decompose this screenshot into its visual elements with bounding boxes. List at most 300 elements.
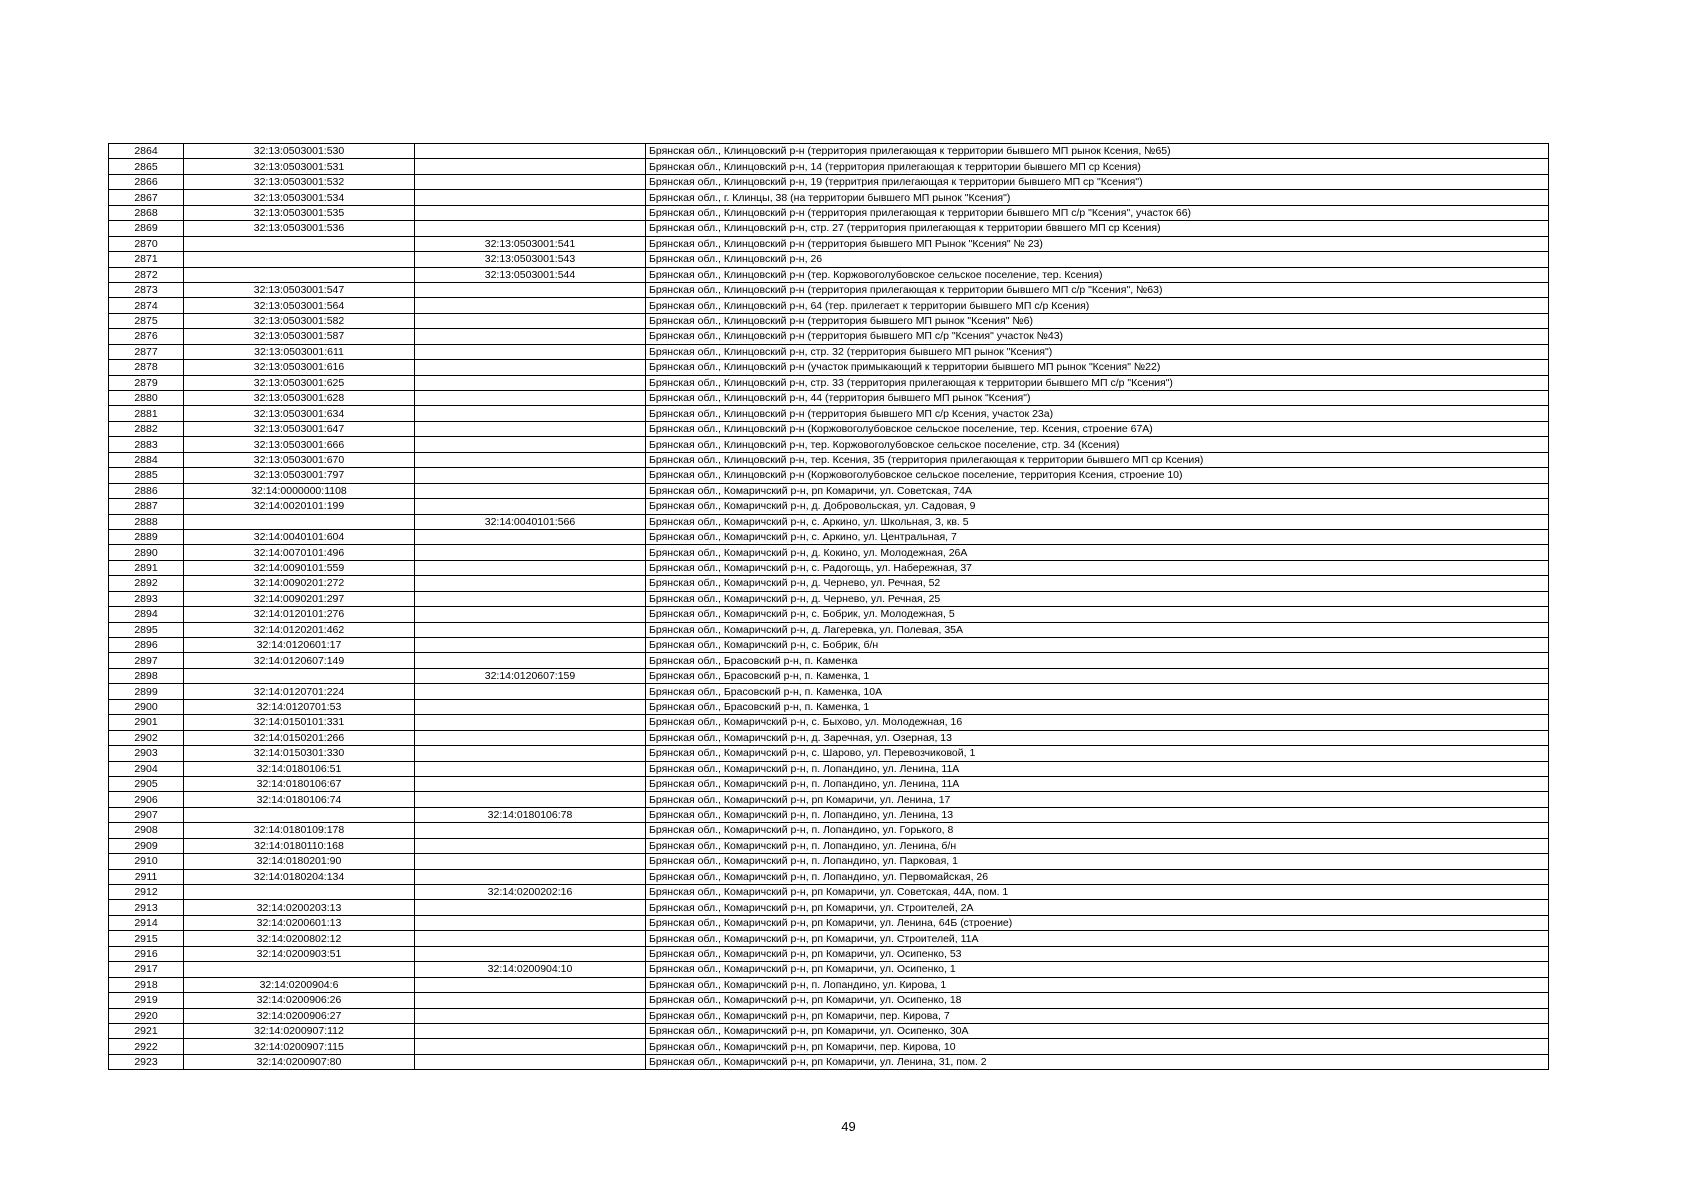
previous-cadastral-number-cell: [415, 931, 646, 946]
table-row: [109, 730, 1549, 745]
cadastral-number-cell: 32:14:0200907:80: [184, 1054, 415, 1069]
row-number-cell: 2901: [109, 715, 184, 730]
cadastral-number-cell: [184, 668, 415, 683]
address-cell: Брянская обл., Комаричский р-н, рп Комаричи, ул. Осипенко, 1: [646, 962, 1549, 977]
cadastral-number-cell: [184, 885, 415, 900]
row-number-cell: 2894: [109, 607, 184, 622]
address-cell: Брянская обл., Комаричский р-н, п. Лопандино, ул. Горького, 8: [646, 823, 1549, 838]
cadastral-number-cell: 32:13:0503001:666: [184, 437, 415, 452]
table-row: [109, 529, 1549, 544]
row-number-cell: 2909: [109, 838, 184, 853]
row-number-cell: 2889: [109, 529, 184, 544]
table-row: [109, 885, 1549, 900]
row-number-cell: 2874: [109, 298, 184, 313]
cadastral-number-cell: 32:13:0503001:532: [184, 174, 415, 189]
row-number-cell: 2875: [109, 313, 184, 328]
cadastral-number-cell: [184, 514, 415, 529]
table-row: [109, 375, 1549, 390]
row-number-cell: 2864: [109, 144, 184, 159]
address-cell: Брянская обл., Клинцовский р-н (Коржовоголубовское сельское поселение, тер. Ксения, строение 67А): [646, 421, 1549, 436]
address-cell: Брянская обл., Комаричский р-н, д. Чернево, ул. Речная, 52: [646, 576, 1549, 591]
row-number-cell: 2923: [109, 1054, 184, 1069]
cadastral-number-cell: 32:14:0200904:6: [184, 977, 415, 992]
row-number-cell: 2911: [109, 869, 184, 884]
address-cell: Брянская обл., Комаричский р-н, с. Радогощь, ул. Набережная, 37: [646, 560, 1549, 575]
previous-cadastral-number-cell: [415, 1054, 646, 1069]
cadastral-number-cell: 32:13:0503001:625: [184, 375, 415, 390]
previous-cadastral-number-cell: 32:14:0200202:16: [415, 885, 646, 900]
registry-table: [108, 143, 1549, 1070]
table-row: [109, 746, 1549, 761]
cadastral-number-cell: 32:14:0150301:330: [184, 746, 415, 761]
address-cell: Брянская обл., Клинцовский р-н, 64 (тер. прилегает к территории бывшего МП с/р Ксения): [646, 298, 1549, 313]
table-row: [109, 699, 1549, 714]
address-cell: Брянская обл., Комаричский р-н, п. Лопандино, ул. Ленина, 13: [646, 807, 1549, 822]
row-number-cell: 2910: [109, 854, 184, 869]
address-cell: Брянская обл., Клинцовский р-н (территория прилегающая к территории бывшего МП с/р "Ксения", №63): [646, 282, 1549, 297]
cadastral-number-cell: 32:14:0180106:67: [184, 776, 415, 791]
cadastral-number-cell: 32:13:0503001:616: [184, 360, 415, 375]
previous-cadastral-number-cell: [415, 946, 646, 961]
address-cell: Брянская обл., Клинцовский р-н (территория бывшего МП Рынок "Ксения" № 23): [646, 236, 1549, 251]
table-row: [109, 931, 1549, 946]
row-number-cell: 2912: [109, 885, 184, 900]
previous-cadastral-number-cell: [415, 282, 646, 297]
table-row: [109, 993, 1549, 1008]
cadastral-number-cell: 32:14:0180204:134: [184, 869, 415, 884]
address-cell: Брянская обл., Брасовский р-н, п. Каменка, 1: [646, 668, 1549, 683]
table-row: [109, 313, 1549, 328]
cadastral-number-cell: 32:13:0503001:634: [184, 406, 415, 421]
row-number-cell: 2881: [109, 406, 184, 421]
registry-table-body: [109, 144, 1549, 1070]
row-number-cell: 2917: [109, 962, 184, 977]
previous-cadastral-number-cell: [415, 1039, 646, 1054]
row-number-cell: 2922: [109, 1039, 184, 1054]
previous-cadastral-number-cell: [415, 730, 646, 745]
row-number-cell: 2914: [109, 915, 184, 930]
address-cell: Брянская обл., Клинцовский р-н (участок примыкающий к территории бывшего МП рынок "Ксения" №22): [646, 360, 1549, 375]
previous-cadastral-number-cell: [415, 560, 646, 575]
table-row: [109, 823, 1549, 838]
previous-cadastral-number-cell: [415, 545, 646, 560]
cadastral-number-cell: 32:13:0503001:534: [184, 190, 415, 205]
table-row: [109, 761, 1549, 776]
table-row: [109, 776, 1549, 791]
page-number: 49: [841, 1119, 856, 1134]
row-number-cell: 2883: [109, 437, 184, 452]
address-cell: Брянская обл., Комаричский р-н, рп Комаричи, ул. Ленина, 64Б (строение): [646, 915, 1549, 930]
previous-cadastral-number-cell: [415, 653, 646, 668]
address-cell: Брянская обл., Комаричский р-н, с. Аркино, ул. Школьная, 3, кв. 5: [646, 514, 1549, 529]
row-number-cell: 2872: [109, 267, 184, 282]
row-number-cell: 2887: [109, 499, 184, 514]
row-number-cell: 2888: [109, 514, 184, 529]
address-cell: Брянская обл., Комаричский р-н, рп Комаричи, пер. Кирова, 7: [646, 1008, 1549, 1023]
row-number-cell: 2890: [109, 545, 184, 560]
cadastral-number-cell: 32:14:0090201:272: [184, 576, 415, 591]
row-number-cell: 2898: [109, 668, 184, 683]
table-row: [109, 653, 1549, 668]
address-cell: Брянская обл., Комаричский р-н, д. Заречная, ул. Озерная, 13: [646, 730, 1549, 745]
table-row: [109, 329, 1549, 344]
previous-cadastral-number-cell: 32:13:0503001:541: [415, 236, 646, 251]
row-number-cell: 2876: [109, 329, 184, 344]
cadastral-number-cell: 32:14:0200802:12: [184, 931, 415, 946]
row-number-cell: 2919: [109, 993, 184, 1008]
previous-cadastral-number-cell: 32:14:0200904:10: [415, 962, 646, 977]
table-row: [109, 1054, 1549, 1069]
address-cell: Брянская обл., Комаричский р-н, п. Лопандино, ул. Ленина, 11А: [646, 776, 1549, 791]
cadastral-number-cell: 32:13:0503001:587: [184, 329, 415, 344]
row-number-cell: 2902: [109, 730, 184, 745]
cadastral-number-cell: 32:14:0200601:13: [184, 915, 415, 930]
table-row: [109, 576, 1549, 591]
row-number-cell: 2915: [109, 931, 184, 946]
cadastral-number-cell: 32:13:0503001:611: [184, 344, 415, 359]
cadastral-number-cell: [184, 962, 415, 977]
previous-cadastral-number-cell: 32:13:0503001:544: [415, 267, 646, 282]
cadastral-number-cell: 32:14:0090101:559: [184, 560, 415, 575]
cadastral-number-cell: 32:14:0150101:331: [184, 715, 415, 730]
previous-cadastral-number-cell: [415, 421, 646, 436]
address-cell: Брянская обл., Комаричский р-н, п. Лопандино, ул. Кирова, 1: [646, 977, 1549, 992]
address-cell: Брянская обл., Комаричский р-н, рп Комаричи, ул. Строителей, 11А: [646, 931, 1549, 946]
row-number-cell: 2873: [109, 282, 184, 297]
previous-cadastral-number-cell: [415, 684, 646, 699]
address-cell: Брянская обл., Комаричский р-н, с. Бобрик, б/н: [646, 638, 1549, 653]
previous-cadastral-number-cell: [415, 360, 646, 375]
previous-cadastral-number-cell: [415, 452, 646, 467]
address-cell: Брянская обл., Комаричский р-н, рп Комаричи, ул. Ленина, 31, пом. 2: [646, 1054, 1549, 1069]
previous-cadastral-number-cell: [415, 499, 646, 514]
cadastral-number-cell: 32:14:0120701:53: [184, 699, 415, 714]
cadastral-number-cell: 32:13:0503001:670: [184, 452, 415, 467]
previous-cadastral-number-cell: [415, 406, 646, 421]
cadastral-number-cell: 32:14:0180106:74: [184, 792, 415, 807]
table-row: [109, 854, 1549, 869]
row-number-cell: 2916: [109, 946, 184, 961]
address-cell: Брянская обл., Клинцовский р-н (территория бывшего МП с/р "Ксения" участок №43): [646, 329, 1549, 344]
previous-cadastral-number-cell: [415, 437, 646, 452]
row-number-cell: 2903: [109, 746, 184, 761]
previous-cadastral-number-cell: [415, 869, 646, 884]
table-row: [109, 684, 1549, 699]
address-cell: Брянская обл., Комаричский р-н, д. Кокино, ул. Молодежная, 26А: [646, 545, 1549, 560]
table-row: [109, 514, 1549, 529]
previous-cadastral-number-cell: [415, 313, 646, 328]
row-number-cell: 2866: [109, 174, 184, 189]
previous-cadastral-number-cell: [415, 344, 646, 359]
cadastral-number-cell: [184, 252, 415, 267]
previous-cadastral-number-cell: [415, 205, 646, 220]
table-row: [109, 252, 1549, 267]
table-row: [109, 144, 1549, 159]
table-row: [109, 668, 1549, 683]
row-number-cell: 2897: [109, 653, 184, 668]
table-row: [109, 406, 1549, 421]
cadastral-number-cell: 32:13:0503001:647: [184, 421, 415, 436]
cadastral-number-cell: 32:14:0180201:90: [184, 854, 415, 869]
row-number-cell: 2871: [109, 252, 184, 267]
address-cell: Брянская обл., Клинцовский р-н (Коржовоголубовское сельское поселение, территория Ксения, строение 10): [646, 468, 1549, 483]
previous-cadastral-number-cell: [415, 823, 646, 838]
row-number-cell: 2870: [109, 236, 184, 251]
row-number-cell: 2882: [109, 421, 184, 436]
address-cell: Брянская обл., Комаричский р-н, рп Комаричи, ул. Советская, 74А: [646, 483, 1549, 498]
cadastral-number-cell: 32:14:0120101:276: [184, 607, 415, 622]
cadastral-number-cell: 32:14:0180110:168: [184, 838, 415, 853]
previous-cadastral-number-cell: [415, 776, 646, 791]
previous-cadastral-number-cell: [415, 1023, 646, 1038]
previous-cadastral-number-cell: [415, 715, 646, 730]
previous-cadastral-number-cell: [415, 221, 646, 236]
address-cell: Брянская обл., г. Клинцы, 38 (на территории бывшего МП рынок "Ксения"): [646, 190, 1549, 205]
row-number-cell: 2869: [109, 221, 184, 236]
table-row: [109, 236, 1549, 251]
address-cell: Брянская обл., Комаричский р-н, д. Чернево, ул. Речная, 25: [646, 591, 1549, 606]
previous-cadastral-number-cell: [415, 1008, 646, 1023]
table-row: [109, 437, 1549, 452]
previous-cadastral-number-cell: [415, 298, 646, 313]
table-row: [109, 838, 1549, 853]
table-row: [109, 977, 1549, 992]
address-cell: Брянская обл., Брасовский р-н, п. Каменка, 10А: [646, 684, 1549, 699]
address-cell: Брянская обл., Клинцовский р-н, стр. 33 (территория прилегающая к территории бывшего МП с/р "Ксения"): [646, 375, 1549, 390]
previous-cadastral-number-cell: [415, 977, 646, 992]
cadastral-number-cell: 32:14:0200906:26: [184, 993, 415, 1008]
address-cell: Брянская обл., Клинцовский р-н (территория бывшего МП рынок "Ксения" №6): [646, 313, 1549, 328]
previous-cadastral-number-cell: [415, 900, 646, 915]
table-row: [109, 468, 1549, 483]
table-row: [109, 807, 1549, 822]
address-cell: Брянская обл., Комаричский р-н, рп Комаричи, пер. Кирова, 10: [646, 1039, 1549, 1054]
row-number-cell: 2893: [109, 591, 184, 606]
previous-cadastral-number-cell: [415, 576, 646, 591]
row-number-cell: 2918: [109, 977, 184, 992]
table-row: [109, 360, 1549, 375]
previous-cadastral-number-cell: [415, 838, 646, 853]
cadastral-number-cell: 32:14:0040101:604: [184, 529, 415, 544]
table-row: [109, 190, 1549, 205]
address-cell: Брянская обл., Комаричский р-н, рп Комаричи, ул. Строителей, 2А: [646, 900, 1549, 915]
previous-cadastral-number-cell: [415, 391, 646, 406]
address-cell: Брянская обл., Клинцовский р-н (территория бывшего МП с/р Ксения, участок 23а): [646, 406, 1549, 421]
cadastral-number-cell: [184, 267, 415, 282]
previous-cadastral-number-cell: [415, 993, 646, 1008]
table-row: [109, 1023, 1549, 1038]
previous-cadastral-number-cell: [415, 174, 646, 189]
previous-cadastral-number-cell: [415, 159, 646, 174]
row-number-cell: 2905: [109, 776, 184, 791]
row-number-cell: 2896: [109, 638, 184, 653]
table-row: [109, 1039, 1549, 1054]
row-number-cell: 2865: [109, 159, 184, 174]
address-cell: Брянская обл., Комаричский р-н, рп Комаричи, ул. Осипенко, 18: [646, 993, 1549, 1008]
address-cell: Брянская обл., Клинцовский р-н, 26: [646, 252, 1549, 267]
table-row: [109, 715, 1549, 730]
address-cell: Брянская обл., Клинцовский р-н, тер. Коржовоголубовское сельское поселение, стр. 34 (Ксения): [646, 437, 1549, 452]
row-number-cell: 2907: [109, 807, 184, 822]
row-number-cell: 2877: [109, 344, 184, 359]
previous-cadastral-number-cell: [415, 529, 646, 544]
address-cell: Брянская обл., Комаричский р-н, п. Лопандино, ул. Парковая, 1: [646, 854, 1549, 869]
table-row: [109, 298, 1549, 313]
previous-cadastral-number-cell: [415, 483, 646, 498]
row-number-cell: 2867: [109, 190, 184, 205]
previous-cadastral-number-cell: [415, 468, 646, 483]
table-row: [109, 344, 1549, 359]
address-cell: Брянская обл., Клинцовский р-н, тер. Ксения, 35 (территория прилегающая к территории бывшего МП ср Ксения): [646, 452, 1549, 467]
table-row: [109, 421, 1549, 436]
previous-cadastral-number-cell: [415, 854, 646, 869]
address-cell: Брянская обл., Клинцовский р-н, 44 (территория бывшего МП рынок "Ксения"): [646, 391, 1549, 406]
row-number-cell: 2880: [109, 391, 184, 406]
cadastral-number-cell: 32:13:0503001:530: [184, 144, 415, 159]
previous-cadastral-number-cell: [415, 190, 646, 205]
row-number-cell: 2921: [109, 1023, 184, 1038]
row-number-cell: 2879: [109, 375, 184, 390]
table-row: [109, 869, 1549, 884]
table-row: [109, 159, 1549, 174]
address-cell: Брянская обл., Комаричский р-н, рп Комаричи, ул. Советская, 44А, пом. 1: [646, 885, 1549, 900]
table-row: [109, 1008, 1549, 1023]
cadastral-number-cell: [184, 236, 415, 251]
cadastral-number-cell: 32:14:0120601:17: [184, 638, 415, 653]
row-number-cell: 2900: [109, 699, 184, 714]
previous-cadastral-number-cell: [415, 746, 646, 761]
previous-cadastral-number-cell: [415, 638, 646, 653]
address-cell: Брянская обл., Комаричский р-н, с. Бобрик, ул. Молодежная, 5: [646, 607, 1549, 622]
previous-cadastral-number-cell: [415, 915, 646, 930]
cadastral-number-cell: 32:13:0503001:628: [184, 391, 415, 406]
cadastral-number-cell: 32:14:0020101:199: [184, 499, 415, 514]
previous-cadastral-number-cell: [415, 607, 646, 622]
cadastral-number-cell: 32:14:0090201:297: [184, 591, 415, 606]
address-cell: Брянская обл., Комаричский р-н, с. Шарово, ул. Перевозчиковой, 1: [646, 746, 1549, 761]
table-row: [109, 499, 1549, 514]
cadastral-number-cell: [184, 807, 415, 822]
table-row: [109, 962, 1549, 977]
table-row: [109, 607, 1549, 622]
previous-cadastral-number-cell: [415, 144, 646, 159]
previous-cadastral-number-cell: [415, 792, 646, 807]
row-number-cell: 2895: [109, 622, 184, 637]
address-cell: Брянская обл., Комаричский р-н, п. Лопандино, ул. Первомайская, 26: [646, 869, 1549, 884]
cadastral-number-cell: 32:14:0000000:1108: [184, 483, 415, 498]
row-number-cell: 2885: [109, 468, 184, 483]
previous-cadastral-number-cell: 32:14:0180106:78: [415, 807, 646, 822]
table-row: [109, 545, 1549, 560]
table-row: [109, 792, 1549, 807]
table-row: [109, 174, 1549, 189]
cadastral-number-cell: 32:13:0503001:536: [184, 221, 415, 236]
row-number-cell: 2904: [109, 761, 184, 776]
cadastral-number-cell: 32:14:0180109:178: [184, 823, 415, 838]
cadastral-number-cell: 32:14:0200903:51: [184, 946, 415, 961]
address-cell: Брянская обл., Комаричский р-н, п. Лопандино, ул. Ленина, 11А: [646, 761, 1549, 776]
cadastral-number-cell: 32:14:0200907:115: [184, 1039, 415, 1054]
cadastral-number-cell: 32:14:0150201:266: [184, 730, 415, 745]
table-row: [109, 915, 1549, 930]
row-number-cell: 2886: [109, 483, 184, 498]
address-cell: Брянская обл., Комаричский р-н, д. Добровольская, ул. Садовая, 9: [646, 499, 1549, 514]
row-number-cell: 2878: [109, 360, 184, 375]
address-cell: Брянская обл., Клинцовский р-н, 14 (территория прилегающая к территории бывшего МП ср Ксения): [646, 159, 1549, 174]
address-cell: Брянская обл., Комаричский р-н, с. Быхово, ул. Молодежная, 16: [646, 715, 1549, 730]
table-row: [109, 205, 1549, 220]
row-number-cell: 2906: [109, 792, 184, 807]
table-row: [109, 391, 1549, 406]
previous-cadastral-number-cell: 32:14:0120607:159: [415, 668, 646, 683]
address-cell: Брянская обл., Клинцовский р-н (территория прилегающая к территории бывшего МП рынок Ксения, №65): [646, 144, 1549, 159]
address-cell: Брянская обл., Комаричский р-н, с. Аркино, ул. Центральная, 7: [646, 529, 1549, 544]
address-cell: Брянская обл., Комаричский р-н, рп Комаричи, ул. Осипенко, 53: [646, 946, 1549, 961]
previous-cadastral-number-cell: [415, 622, 646, 637]
table-row: [109, 560, 1549, 575]
address-cell: Брянская обл., Комаричский р-н, рп Комаричи, ул. Ленина, 17: [646, 792, 1549, 807]
cadastral-number-cell: 32:14:0070101:496: [184, 545, 415, 560]
table-row: [109, 452, 1549, 467]
address-cell: Брянская обл., Клинцовский р-н, 19 (территрия прилегающая к территории бывшего МП ср "Ксения"): [646, 174, 1549, 189]
previous-cadastral-number-cell: [415, 699, 646, 714]
address-cell: Брянская обл., Клинцовский р-н (тер. Коржовоголубовское сельское поселение, тер. Ксения): [646, 267, 1549, 282]
row-number-cell: 2891: [109, 560, 184, 575]
address-cell: Брянская обл., Комаричский р-н, д. Лагеревка, ул. Полевая, 35А: [646, 622, 1549, 637]
table-row: [109, 622, 1549, 637]
row-number-cell: 2908: [109, 823, 184, 838]
previous-cadastral-number-cell: 32:13:0503001:543: [415, 252, 646, 267]
row-number-cell: 2868: [109, 205, 184, 220]
address-cell: Брянская обл., Брасовский р-н, п. Каменка: [646, 653, 1549, 668]
row-number-cell: 2892: [109, 576, 184, 591]
table-row: [109, 900, 1549, 915]
cadastral-number-cell: 32:13:0503001:564: [184, 298, 415, 313]
table-row: [109, 591, 1549, 606]
address-cell: Брянская обл., Клинцовский р-н, стр. 32 (территория бывшего МП рынок "Ксения"): [646, 344, 1549, 359]
row-number-cell: 2920: [109, 1008, 184, 1023]
row-number-cell: 2884: [109, 452, 184, 467]
row-number-cell: 2913: [109, 900, 184, 915]
cadastral-number-cell: 32:14:0200907:112: [184, 1023, 415, 1038]
table-row: [109, 638, 1549, 653]
cadastral-number-cell: 32:14:0120607:149: [184, 653, 415, 668]
previous-cadastral-number-cell: [415, 375, 646, 390]
cadastral-number-cell: 32:13:0503001:582: [184, 313, 415, 328]
table-row: [109, 946, 1549, 961]
cadastral-number-cell: 32:14:0200906:27: [184, 1008, 415, 1023]
cadastral-number-cell: 32:13:0503001:535: [184, 205, 415, 220]
table-row: [109, 282, 1549, 297]
row-number-cell: 2899: [109, 684, 184, 699]
address-cell: Брянская обл., Брасовский р-н, п. Каменка, 1: [646, 699, 1549, 714]
address-cell: Брянская обл., Клинцовский р-н, стр. 27 (территория прилегающая к территории бввшего МП ср Ксения): [646, 221, 1549, 236]
table-row: [109, 483, 1549, 498]
previous-cadastral-number-cell: [415, 591, 646, 606]
cadastral-number-cell: 32:14:0180106:51: [184, 761, 415, 776]
previous-cadastral-number-cell: [415, 329, 646, 344]
cadastral-number-cell: 32:13:0503001:797: [184, 468, 415, 483]
address-cell: Брянская обл., Комаричский р-н, п. Лопандино, ул. Ленина, б/н: [646, 838, 1549, 853]
cadastral-number-cell: 32:14:0120701:224: [184, 684, 415, 699]
cadastral-number-cell: 32:13:0503001:547: [184, 282, 415, 297]
address-cell: Брянская обл., Комаричский р-н, рп Комаричи, ул. Осипенко, 30А: [646, 1023, 1549, 1038]
cadastral-number-cell: 32:14:0200203:13: [184, 900, 415, 915]
address-cell: Брянская обл., Клинцовский р-н (территория прилегающая к территории бывшего МП с/р "Ксения", участок 66): [646, 205, 1549, 220]
table-row: [109, 267, 1549, 282]
cadastral-number-cell: 32:13:0503001:531: [184, 159, 415, 174]
previous-cadastral-number-cell: [415, 761, 646, 776]
